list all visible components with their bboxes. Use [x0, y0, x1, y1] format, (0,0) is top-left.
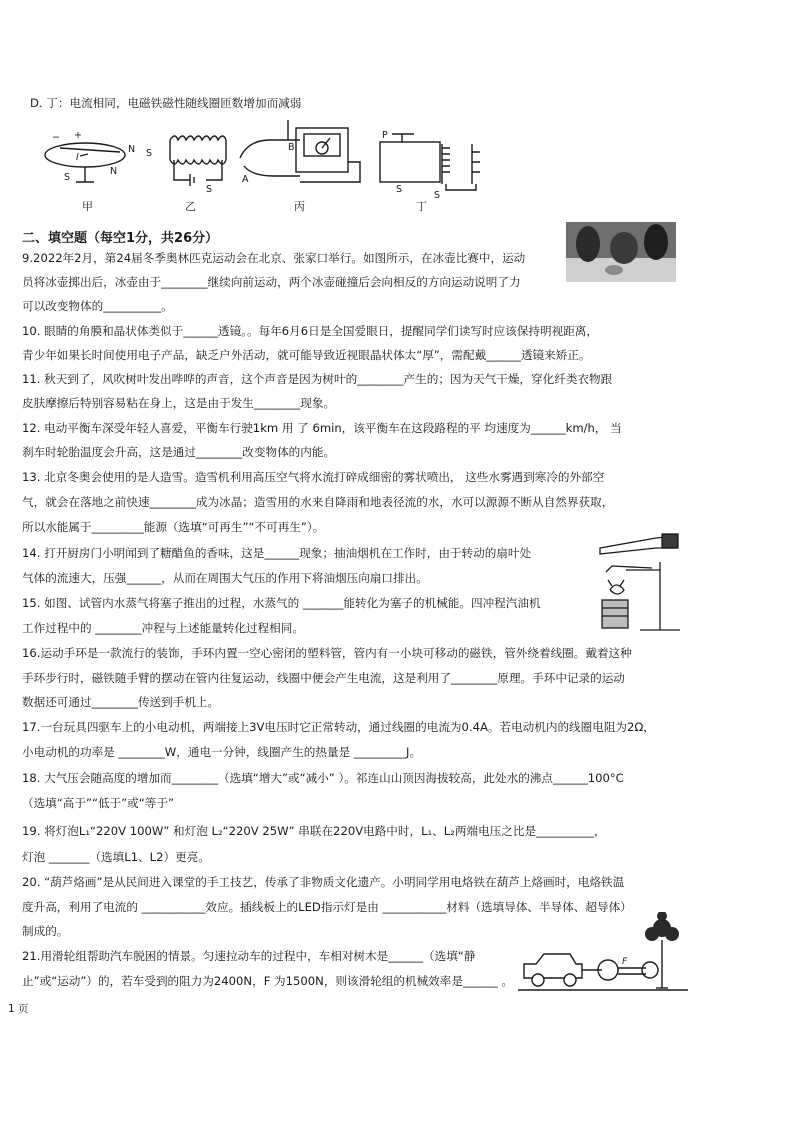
range-hood-figure [596, 530, 682, 560]
pulley-car-figure [518, 912, 688, 998]
force-label: F [622, 957, 628, 967]
q9-line3: 可以改变物体的__________。 [22, 299, 173, 313]
caption-ding: 丁 [416, 200, 427, 213]
q10-line2: 青少年如果长时间使用电子产品，缺乏户外活动，就可能导致近视眼晶状体太“厚”，需配戴______透镜来矫正。 [22, 348, 591, 362]
label-s4: S [396, 184, 403, 195]
label-minus: − [52, 132, 60, 143]
q18-line1: 18. 大气压会随高度的增加而________（选填“增大”或“减小” ）。祁连山山顶因海拔较高，此处水的沸点______100°C [22, 771, 624, 785]
q19-line2: 灯泡 _______（选填L1、L2）更亮。 [22, 850, 210, 864]
label-s3: S [206, 184, 213, 195]
q16-line2: 手环步行时，磁铁随手臂的摆动在管内往复运动，线圈中便会产生电流，这是利用了________原理。手环中记录的运动 [22, 671, 625, 685]
label-n2: N [128, 144, 136, 155]
q17-line1: 17.一台玩具四驱车上的小电动机，两端接上3V电压时它正常转动，通过线圈的电流为0.4A。若电动机内的线圈电阻为2Ω， [22, 720, 655, 734]
electromagnet-figures [30, 118, 500, 200]
label-p: P [382, 130, 388, 141]
label-s1: S [64, 172, 71, 183]
caption-jia: 甲 [82, 200, 93, 213]
label-s5: S [434, 190, 441, 200]
q11-line1: 11. 秋天到了，风吹树叶发出哗哗的声音，这个声音是因为树叶的________产生的；因为天气干燥，穿化纤类衣物跟 [22, 372, 613, 386]
q10-line1: 10. 眼睛的角膜和晶状体类似于______透镜。。每年6月6日是全国爱眼日，提醒同学们读写时应该保持明视距离， [22, 324, 598, 338]
figure-yi-coil [170, 136, 226, 186]
q20-line2: 度升高，利用了电流的 ___________效应。插线板上的LED指示灯是由 ___________材料（选填导体、半导体、超导体） [22, 900, 632, 914]
q13-line3: 所以水能属于_________能源（选填“可再生”“不可再生”）。 [22, 520, 325, 534]
label-a: A [242, 174, 249, 185]
curling-photo [566, 222, 676, 282]
section-title: 二、填空题（每空1分，共26分） [22, 231, 219, 246]
q14-line2: 气体的流速大，压强______，从而在周围大气压的作用下将油烟压向扇口排出。 [22, 571, 428, 585]
q21-line1: 21.用滑轮组帮助汽车脱困的情景。匀速拉动车的过程中，车相对树木是______（选填“静 [22, 949, 476, 963]
q20-line1: 20. “葫芦烙画”是从民间进入课堂的手工技艺，传承了非物质文化遗产。小明同学用电烙铁在葫芦上烙画时，电烙铁温 [22, 875, 625, 889]
page-number: 1 页 [8, 1003, 29, 1015]
label-b: B [288, 142, 295, 153]
q16-line1: 16.运动手环是一款流行的装饰，手环内置一空心密闭的塑料管，管内有一小块可移动的磁铁，管外绕着线圈。戴着这种 [22, 646, 632, 660]
q15-line1: 15. 如图、试管内水蒸气将塞子推出的过程，水蒸气的 _______能转化为塞子的机械能。四冲程汽油机 [22, 596, 541, 610]
figure-ding-circuit [380, 134, 480, 190]
q13-line1: 13. 北京冬奥会使用的是人造雪。造雪机利用高压空气将水流打碎成细密的雾状喷出， 这些水雾遇到寒冷的外部空 [22, 470, 605, 484]
q21-line2: 止”或“运动”）的，若车受到的阻力为2400N，F 为1500N，则该滑轮组的机械效率是______ 。 [22, 974, 514, 988]
option-d: D. 丁：电流相同，电磁铁磁性随线圈匝数增加而减弱 [30, 96, 302, 110]
q9-line1: 9.2022年2月，第24届冬季奥林匹克运动会在北京、张家口举行。如图所示，在冰壶比赛中，运动 [22, 251, 526, 265]
label-n1: N [110, 166, 118, 177]
label-s2: S [146, 148, 153, 159]
q19-line1: 19. 将灯泡L₁“220V 100W” 和灯泡 L₂“220V 25W” 串联在220V电路中时，L₁、L₂两端电压之比是__________， [22, 824, 606, 838]
q16-line3: 数据还可通过________传送到手机上。 [22, 695, 220, 709]
caption-yi: 乙 [185, 200, 196, 213]
q18-line2: （选填“高于”“低于”或“等于” [22, 796, 174, 810]
q12-line1: 12. 电动平衡车深受年轻人喜爱，平衡车行驶1km 用 了 6min，该平衡车在这段路程的平 均速度为______km/h， 当 [22, 421, 622, 435]
q15-line2: 工作过程中的 ________冲程与上述能量转化过程相同。 [22, 621, 304, 635]
label-plus: + [74, 130, 82, 141]
test-tube-figure [596, 560, 682, 636]
q12-line2: 刹车时轮胎温度会升高，这是通过________改变物体的内能。 [22, 445, 336, 459]
q17-line2: 小电动机的功率是 ________W，通电一分钟，线圈产生的热量是 _________J。 [22, 745, 422, 759]
q13-line2: 气，就会在落地之前快速________成为冰晶；造雪用的水来自降雨和地表径流的水，水可以源源不断从自然界获取， [22, 495, 614, 509]
q20-line3: 制成的。 [22, 924, 69, 938]
q14-line1: 14. 打开厨房门小明闻到了糖醋鱼的香味，这是______现象；抽油烟机在工作时，由于转动的扇叶处 [22, 546, 532, 560]
caption-bing: 丙 [294, 200, 305, 213]
figure-bing-apparatus [240, 120, 360, 182]
q11-line2: 皮肤摩擦后特别容易粘在身上，这是由于发生________现象。 [22, 396, 336, 410]
label-current: I [76, 152, 79, 163]
q9-line2: 员将冰壶掷出后，冰壶由于________继续向前运动，两个冰壶碰撞后会向相反的方向运动说明了力 [22, 275, 521, 289]
